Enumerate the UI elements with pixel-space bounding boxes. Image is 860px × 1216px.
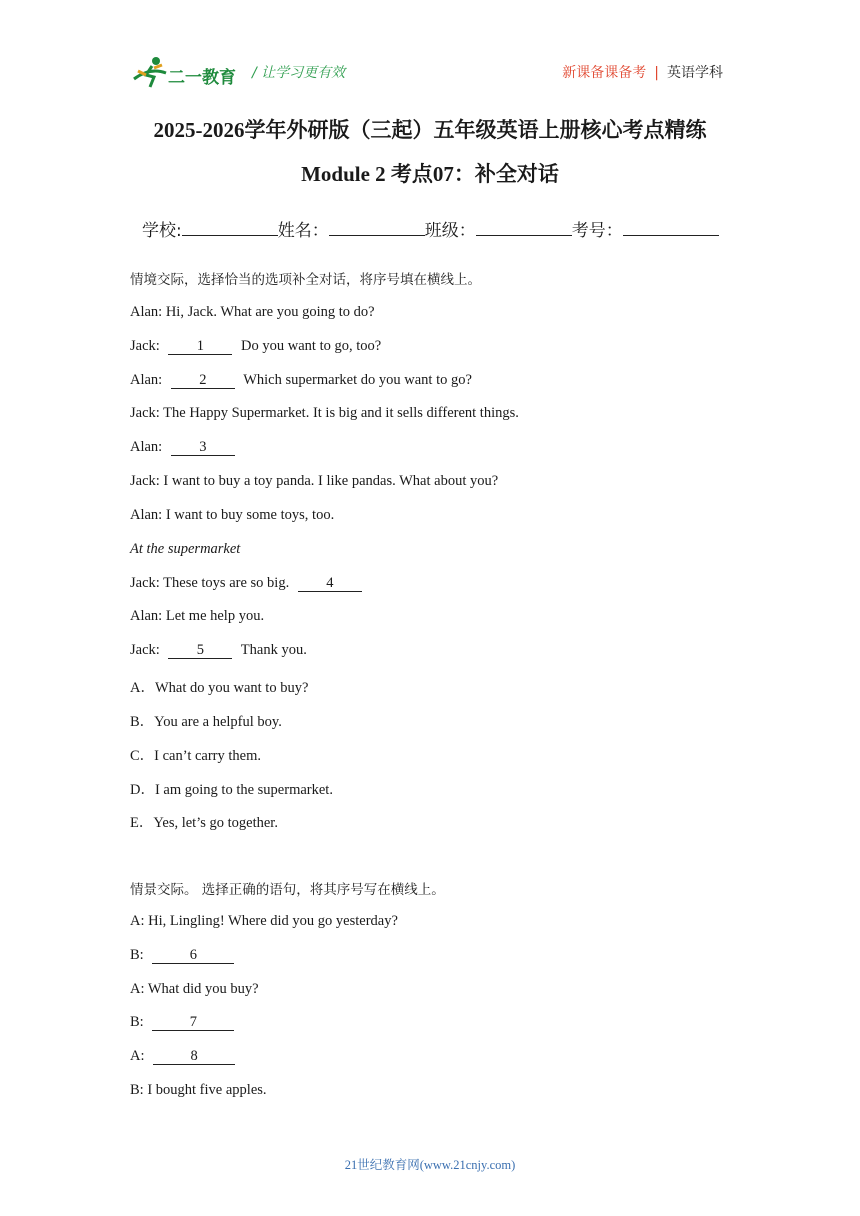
dialogue-line: [130, 304, 375, 321]
answer-blank-5[interactable]: 5: [168, 643, 232, 659]
header-subject-label: 英语学科: [667, 65, 723, 81]
class-label: 班级：: [424, 221, 476, 241]
answer-blank-7[interactable]: 7: [152, 1015, 234, 1031]
line-text: B:: [130, 947, 148, 963]
line-text: Alan: Hi, Jack. What are you going to do?: [130, 304, 375, 320]
dialogue-line: [130, 981, 259, 998]
name-label: 姓名：: [277, 221, 329, 241]
dialogue-line: [130, 1082, 267, 1099]
dialogue-line: [130, 439, 240, 456]
dialogue-line: [130, 642, 307, 659]
dialogue-line: [130, 473, 498, 490]
dialogue-line: [130, 507, 334, 524]
line-text: Alan:: [130, 372, 166, 388]
dialogue-line: [130, 913, 398, 930]
answer-blank-6[interactable]: 6: [152, 948, 234, 964]
header-separator: |: [654, 65, 659, 81]
answer-blank-1[interactable]: 1: [168, 339, 232, 355]
line-text: Thank you.: [237, 642, 307, 658]
line-text: A:: [130, 1048, 149, 1064]
exam-number-blank[interactable]: [623, 217, 719, 236]
page-footer: 21世纪教育网(www.21cnjy.com): [344, 1158, 516, 1172]
logo-text: 二一教育: [168, 68, 236, 88]
dialogue-line: [130, 575, 367, 592]
line-text: Alan: Let me help you.: [130, 608, 265, 624]
answer-blank-8[interactable]: 8: [153, 1049, 235, 1065]
slogan: / 让学习更有效: [252, 65, 346, 81]
dialogue-line: [130, 1048, 240, 1065]
line-text: Jack:: [130, 642, 164, 658]
page-header: [0, 0, 860, 100]
document-subtitle: Module 2 考点07：补全对话: [301, 162, 559, 186]
name-blank[interactable]: [329, 217, 425, 236]
student-info-row: [142, 216, 719, 241]
option-c: C．I can’t carry them.: [130, 748, 261, 764]
line-text: B: I bought five apples.: [130, 1082, 267, 1098]
section1-instruction: 情境交际，选择恰当的选项补全对话，将序号填在横线上。: [130, 272, 481, 288]
option-d: D．I am going to the supermarket.: [130, 782, 333, 798]
dialogue-line: [130, 338, 381, 355]
answer-blank-4[interactable]: 4: [298, 576, 362, 592]
document-title: 2025-2026学年外研版（三起）五年级英语上册核心考点精练: [153, 118, 707, 142]
answer-blank-2[interactable]: 2: [171, 373, 235, 389]
section2-instruction: 情景交际。 选择正确的语句，将其序号写在横线上。: [130, 882, 445, 898]
school-blank[interactable]: [182, 217, 278, 236]
header-subject: [562, 62, 723, 82]
school-label: 学校:: [142, 221, 182, 241]
option-a: A．What do you want to buy?: [130, 680, 309, 696]
dialogue-line: [130, 608, 264, 625]
line-text: Jack: I want to buy a toy panda. I like pandas. What about you?: [130, 473, 499, 489]
line-text: B:: [130, 1014, 148, 1030]
line-text: A: What did you buy?: [130, 981, 259, 997]
dialogue-line: [130, 947, 239, 964]
header-tagline: 新课备课备考: [562, 65, 647, 81]
dialogue-line: [130, 1014, 239, 1031]
option-e: E．Yes, let’s go together.: [130, 815, 278, 831]
scene-heading: [130, 541, 240, 558]
answer-blank-3[interactable]: 3: [171, 440, 235, 456]
dialogue-line: [130, 405, 519, 422]
line-text: Jack: These toys are so big.: [130, 575, 293, 591]
line-text: Jack: The Happy Supermarket. It is big and it sells different things.: [130, 405, 519, 421]
line-text: Which supermarket do you want to go?: [239, 372, 472, 388]
line-text: Alan: I want to buy some toys, too.: [130, 507, 335, 523]
line-text: A: Hi, Lingling! Where did you go yesterday?: [130, 913, 398, 929]
line-text: Do you want to go, too?: [237, 338, 382, 354]
option-b: B．You are a helpful boy.: [130, 714, 282, 730]
class-blank[interactable]: [476, 217, 572, 236]
line-text: Alan:: [130, 439, 166, 455]
dialogue-line: [130, 372, 472, 389]
line-text: At the supermarket: [130, 541, 241, 557]
exam-number-label: 考号：: [571, 221, 623, 241]
line-text: Jack:: [130, 338, 164, 354]
